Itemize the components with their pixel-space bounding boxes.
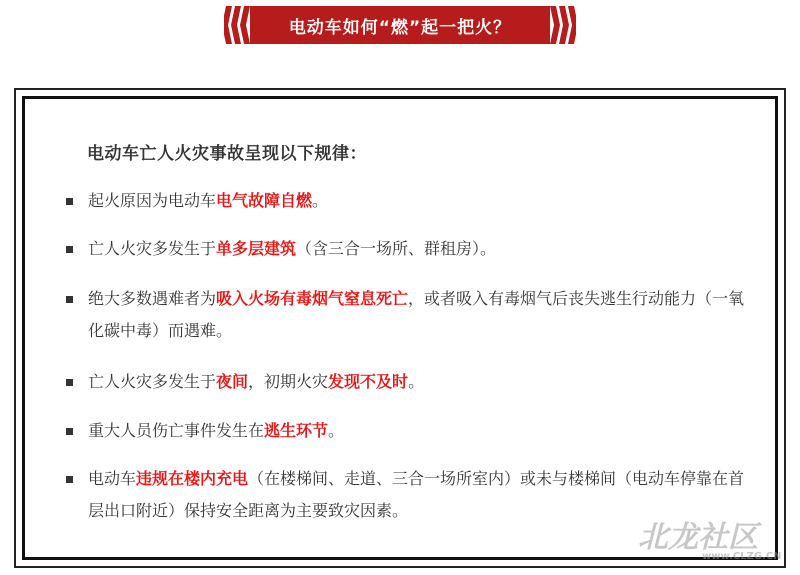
- community-logo-watermark: [636, 517, 786, 561]
- square-bullet-icon: [66, 379, 73, 386]
- rule-text: ，初期火灾: [248, 372, 329, 391]
- rule-item: [88, 185, 754, 217]
- rule-text: （在楼梯间、走道、三合一场所室内）或未与楼梯间（电动车停靠在首层出口附近）保持安全距离为主要致灾因素。: [88, 469, 745, 520]
- watermark-url: www.CLZG.CN: [702, 551, 782, 561]
- rule-text: 亡人火灾多发生于: [88, 239, 217, 258]
- rule-highlight-text: 逃生环节: [264, 421, 329, 440]
- rule-text: 绝大多数遇难者为: [88, 289, 217, 308]
- rule-text: 亡人火灾多发生于: [88, 372, 217, 391]
- rule-text: 起火原因为电动车: [88, 191, 217, 210]
- rule-item: [88, 415, 754, 447]
- rule-item: [88, 283, 754, 347]
- rule-highlight-text: 违规在楼内充电: [136, 469, 249, 488]
- square-bullet-icon: [66, 246, 73, 253]
- rule-item: [88, 366, 754, 398]
- rule-text: ，或者吸入有毒烟气后丧失逃生行动能力（一氧化碳中毒）而遇难。: [88, 289, 745, 340]
- square-bullet-icon: [66, 476, 73, 483]
- rule-text: 。: [408, 372, 425, 391]
- banner-stripe-right-decoration: [550, 6, 576, 44]
- rule-highlight-text: 夜间: [216, 372, 249, 391]
- banner-title: 电动车如何“燃”起一把火？: [288, 17, 512, 38]
- rule-item: [88, 233, 754, 265]
- rule-text: 。: [328, 421, 345, 440]
- rule-highlight-text: 单多层建筑: [216, 239, 297, 258]
- square-bullet-icon: [66, 428, 73, 435]
- rule-highlight-text: 发现不及时: [328, 372, 409, 391]
- rule-text: 电动车: [88, 469, 137, 488]
- watermark-text: 北龙社区: [638, 520, 758, 555]
- rule-text: （含三合一场所、群租房）。: [296, 239, 497, 258]
- rule-highlight-text: 吸入火场有毒烟气窒息死亡: [216, 289, 409, 308]
- square-bullet-icon: [66, 296, 73, 303]
- section-banner: [224, 6, 576, 44]
- rule-highlight-text: 电气故障自燃: [216, 191, 313, 210]
- banner-bar: [250, 6, 550, 44]
- rule-text: 重大人员伤亡事件发生在: [88, 421, 265, 440]
- banner-stripe-left-decoration: [224, 6, 250, 44]
- square-bullet-icon: [66, 198, 73, 205]
- rules-heading: 电动车亡人火灾事故呈现以下规律：: [87, 144, 367, 164]
- rule-text: 。: [312, 191, 329, 210]
